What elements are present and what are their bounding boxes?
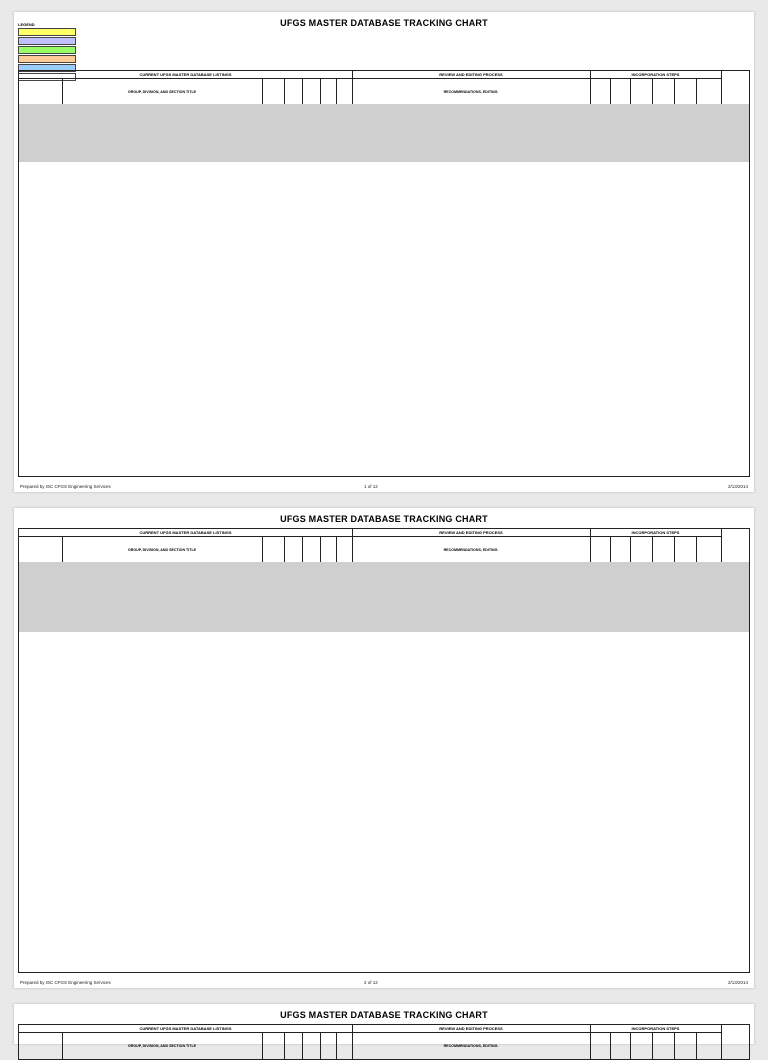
header-col-label: GROUP, DIVISION, AND SECTION TITLE [127, 89, 197, 94]
header-col-c9 [590, 78, 611, 105]
page-title: UFGS MASTER DATABASE TRACKING CHART [280, 514, 488, 524]
tracking-table [18, 562, 750, 973]
header-group-g1: CURRENT UFGS MASTER DATABASE LISTINGS [19, 529, 353, 537]
header-col-label: RECOMMENDATIONS, EDITING. [443, 89, 499, 94]
header-col-c4 [284, 536, 303, 563]
legend-swatch [18, 28, 76, 36]
footer-left: Prepared by ISC CFGS Engineering Services [20, 980, 111, 985]
header-col-c6 [320, 536, 337, 563]
header-col-c13 [674, 1032, 697, 1059]
table-header [18, 528, 750, 564]
tracking-table [18, 104, 750, 477]
header-col-c2 [62, 78, 263, 105]
header-col-c14 [696, 536, 722, 563]
header-col-c5 [302, 1032, 321, 1059]
header-col-c14 [696, 1032, 722, 1059]
table-row [19, 161, 749, 162]
header-col-c6 [320, 78, 337, 105]
header-col-c7 [336, 1032, 353, 1059]
footer-page-number: 2 of 12 [364, 980, 378, 985]
header-col-c11 [630, 1032, 653, 1059]
header-col-c11 [630, 78, 653, 105]
legend-swatch [18, 55, 76, 63]
header-col-c9 [590, 1032, 611, 1059]
header-col-label: GROUP, DIVISION, AND SECTION TITLE [127, 547, 197, 552]
header-col-c3 [262, 78, 285, 105]
page-title: UFGS MASTER DATABASE TRACKING CHART [280, 18, 488, 28]
header-col-c1 [19, 78, 63, 105]
header-col-c7 [336, 536, 353, 563]
header-col-c11 [630, 536, 653, 563]
header-col-c3 [262, 1032, 285, 1059]
header-col-c5 [302, 536, 321, 563]
header-group-g1: CURRENT UFGS MASTER DATABASE LISTINGS [19, 1025, 353, 1033]
header-col-c4 [284, 78, 303, 105]
header-col-c5 [302, 78, 321, 105]
footer-date: 2/13/2014 [727, 484, 748, 489]
header-col-c4 [284, 1032, 303, 1059]
header-col-c2 [62, 1032, 263, 1059]
table-header [18, 1024, 750, 1060]
header-group-g2: REVIEW AND EDITING PROCESS [352, 71, 591, 79]
header-col-c10 [610, 78, 631, 105]
header-group-g3: INCORPORATION STEPS [590, 1025, 722, 1033]
header-col-c14 [696, 78, 722, 105]
footer-date: 2/13/2014 [727, 980, 748, 985]
header-col-c3 [262, 536, 285, 563]
header-col-c1 [19, 1032, 63, 1059]
header-col-c10 [610, 1032, 631, 1059]
header-col-c8 [352, 78, 591, 105]
legend-swatch [18, 46, 76, 54]
footer-page-number: 1 of 12 [364, 484, 378, 489]
header-col-c8 [352, 536, 591, 563]
tracking-chart-page-1 [14, 12, 754, 492]
header-col-c12 [652, 1032, 675, 1059]
header-col-c6 [320, 1032, 337, 1059]
header-col-label: GROUP, DIVISION, AND SECTION TITLE [127, 1043, 197, 1048]
tracking-chart-page-2 [14, 508, 754, 988]
header-col-c13 [674, 536, 697, 563]
header-col-c12 [652, 78, 675, 105]
header-col-label: RECOMMENDATIONS, EDITING. [443, 1043, 499, 1048]
header-group-g2: REVIEW AND EDITING PROCESS [352, 1025, 591, 1033]
table-row [19, 631, 749, 632]
page-title: UFGS MASTER DATABASE TRACKING CHART [280, 1010, 488, 1020]
table-header [18, 70, 750, 106]
header-col-c8 [352, 1032, 591, 1059]
legend-title: LEGEND [18, 22, 35, 27]
header-col-c2 [62, 536, 263, 563]
header-col-c13 [674, 78, 697, 105]
tracking-chart-page-3 [14, 1004, 754, 1048]
header-col-c9 [590, 536, 611, 563]
header-group-g3: INCORPORATION STEPS [590, 529, 722, 537]
header-col-c7 [336, 78, 353, 105]
legend-swatch [18, 37, 76, 45]
header-col-label: RECOMMENDATIONS, EDITING. [443, 547, 499, 552]
header-col-c12 [652, 536, 675, 563]
header-col-c1 [19, 536, 63, 563]
footer-left: Prepared by ISC CFGS Engineering Services [20, 484, 111, 489]
header-group-g1: CURRENT UFGS MASTER DATABASE LISTINGS [19, 71, 353, 79]
header-col-c10 [610, 536, 631, 563]
header-group-g2: REVIEW AND EDITING PROCESS [352, 529, 591, 537]
header-group-g3: INCORPORATION STEPS [590, 71, 722, 79]
